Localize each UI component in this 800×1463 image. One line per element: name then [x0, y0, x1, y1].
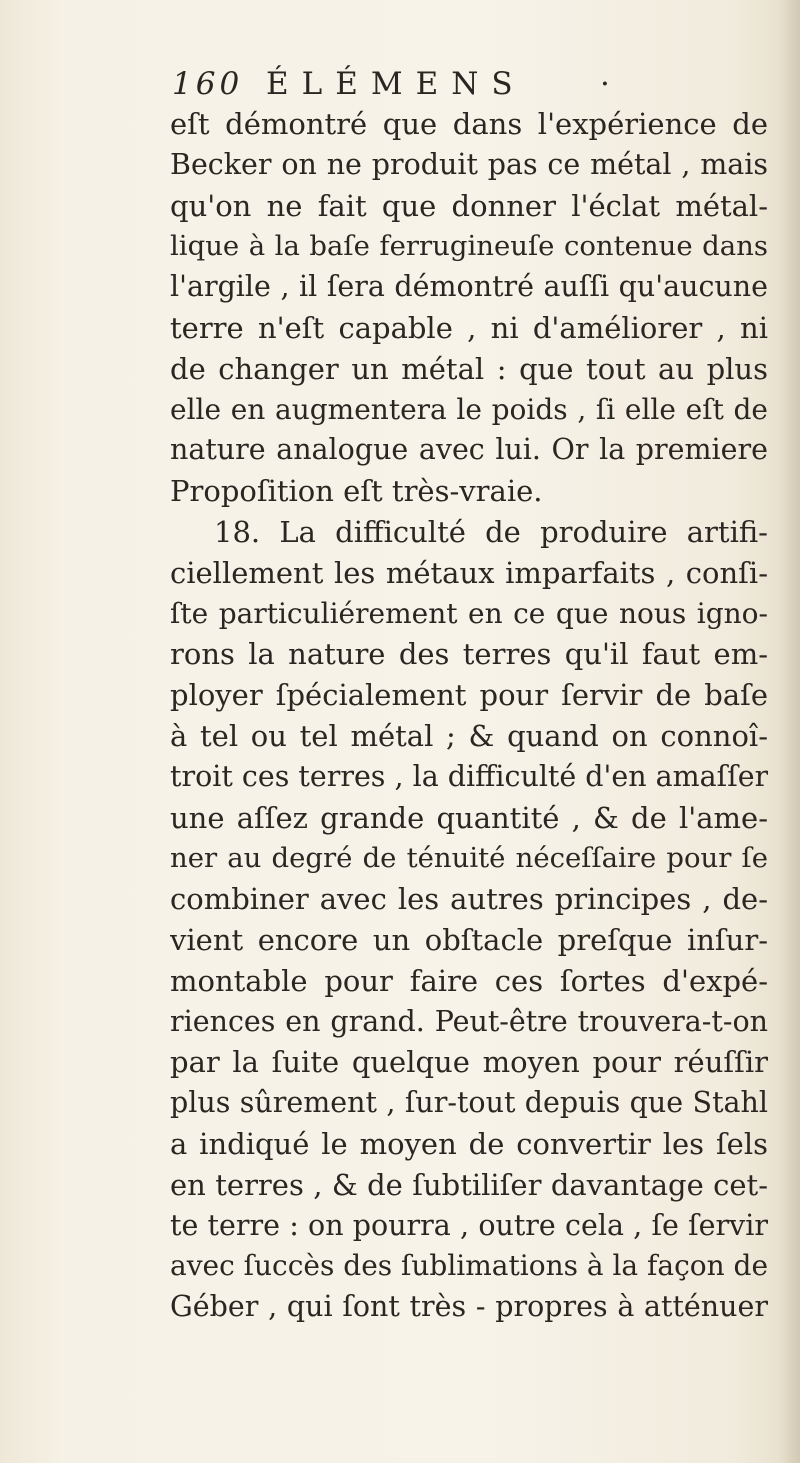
text-line: riences en grand. Peut-être trouvera-t-on — [170, 1004, 768, 1038]
text-line: lique à la baſe ferrugineuſe contenue dans — [170, 230, 768, 263]
text-line: elle en augmentera le poids , ſi elle eſt de — [170, 392, 768, 426]
text-line: eſt démontré que dans l'expérience de — [170, 107, 768, 141]
text-line: qu'on ne fait que donner l'éclat métal- — [170, 188, 768, 223]
text-line: te terre : on pourra , outre cela , ſe ſervir — [170, 1208, 768, 1242]
text-line: avec ſuccès des ſublimations à la façon de — [170, 1249, 768, 1283]
paragraph-start-line: 18. La difficulté de produire artifi- — [214, 514, 768, 549]
text-line: ſte particuliérement en ce que nous igno- — [170, 596, 768, 630]
text-line: plus sûrement , ſur-tout depuis que Stahl — [170, 1086, 768, 1120]
text-line: une aſſez grande quantité , & de l'ame- — [170, 800, 768, 835]
text-line: terre n'eſt capable , ni d'améliorer , ni — [170, 310, 768, 345]
text-line: ner au degré de ténuité néceſſaire pour ſe — [170, 842, 768, 875]
text-line: ciellement les métaux imparfaits , conſi- — [170, 555, 768, 590]
text-line: ployer ſpécialement pour ſervir de baſe — [170, 678, 768, 713]
text-line: rons la nature des terres qu'il faut em- — [170, 637, 768, 672]
page-edge-shadow — [778, 0, 800, 1463]
text-line: par la ſuite quelque moyen pour réuſſir — [170, 1045, 768, 1080]
text-line: à tel ou tel métal ; & quand on connoî- — [170, 718, 768, 753]
text-line: Géber , qui ſont très - propres à atténuer — [170, 1290, 768, 1324]
text-line: Becker on ne produit pas ce métal , mais — [170, 147, 768, 181]
text-line: de changer un métal : que tout au plus — [170, 351, 768, 386]
text-line: troit ces terres , la difficulté d'en amaſſer — [170, 759, 768, 793]
text-line: montable pour faire ces ſortes d'expé- — [170, 963, 768, 998]
running-title: ÉLÉMENS — [266, 66, 526, 102]
text-line: Propoſition eſt très-vraie. — [170, 474, 543, 509]
text-line: l'argile , il ſera démontré auſſi qu'aucune — [170, 270, 768, 304]
running-title-dot: · — [600, 66, 614, 102]
text-line: a indiqué le moyen de convertir les ſels — [170, 1126, 768, 1161]
body-text — [170, 104, 768, 1328]
text-line: en terres , & de ſubtiliſer davantage cet- — [170, 1167, 768, 1202]
text-line: vient encore un obſtacle preſque inſur- — [170, 922, 768, 957]
text-line: combiner avec les autres principes , de- — [170, 882, 768, 917]
text-line: nature analogue avec lui. Or la premiere — [170, 433, 768, 467]
page-number: 160 — [172, 66, 244, 102]
